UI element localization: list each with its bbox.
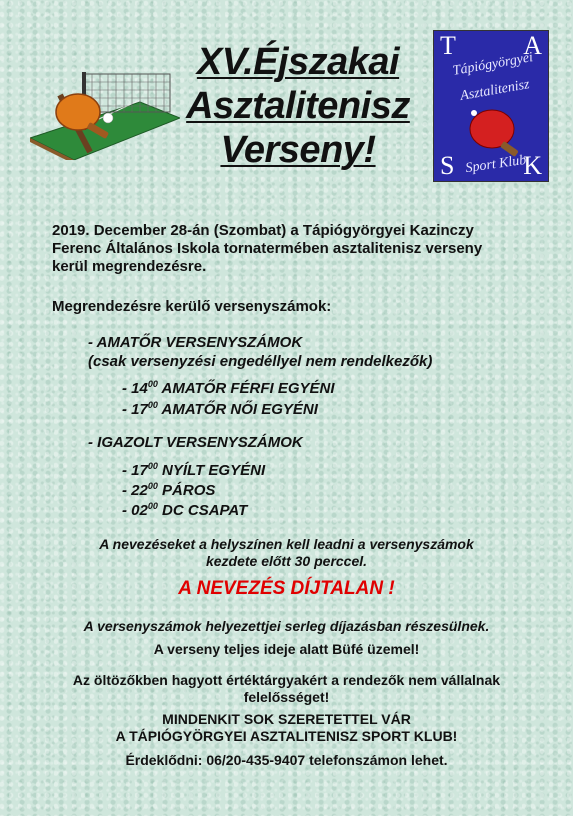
amateur-note: (csak versenyzési engedéllyel nem rendelkezők) [88,353,433,370]
paddle-icon [466,107,526,159]
logo-line-2: Asztalitenisz [459,77,531,104]
logo-letter-t: T [440,31,456,60]
event-item: - $14^{00}$ AMATŐR FÉRFI EGYÉNI [122,379,335,397]
liability-line-1: Az öltözőkben hagyott értéktárgyakért a rendezők nem vállalnak [72,672,501,688]
awards-note: A versenyszámok helyezettjei serleg díjazásban részesülnek. [83,618,490,634]
entry-note-line-1: A nevezéseket a helyszínen kell leadni a versenyszámok [99,536,474,552]
ping-pong-table-icon [30,60,180,160]
buffet-note: A verseny teljes ideje alatt Büfé üzemel! [153,641,420,657]
entry-note-line-2: kezdete előtt 30 perccel. [205,553,368,569]
club-logo [433,30,549,182]
event-item: - $17^{00}$ AMATŐR NŐI EGYÉNI [122,400,318,418]
events-heading: Megrendezésre kerülő versenyszámok: [52,298,332,315]
logo-letter-k: K [523,151,542,180]
free-entry-notice: A NEVEZÉS DÍJTALAN ! [178,578,395,599]
closing-message [40,711,533,745]
page-title [178,40,418,172]
logo-letter-a: A [523,31,542,60]
title-line-1: XV.Éjszakai [196,41,400,83]
liability-line-2: felelősséget! [243,689,330,705]
event-item: - $22^{00}$ PÁROS [122,481,216,499]
closing-line-2: A TÁPIÓGYÖRGYEI ASZTALITENISZ SPORT KLUB! [115,728,458,744]
intro-paragraph [52,222,522,276]
intro-line-1: 2019. December 28-án (Szombat) a Tápiógyörgyei Kazinczy [52,222,474,239]
title-line-3: Verseny! [220,129,376,171]
logo-line-1: Tápiógyörgyei [451,50,535,79]
closing-line-1: MINDENKIT SOK SZERETETTEL VÁR [162,711,411,727]
logo-line-3: Sport Klub [464,152,528,177]
logo-letter-s: S [440,151,455,180]
event-item: - $02^{00}$ DC CSAPAT [122,501,248,519]
event-item: - $17^{00}$ NYÍLT EGYÉNI [122,461,266,479]
licensed-heading: - IGAZOLT VERSENYSZÁMOK [88,434,303,451]
entry-note [40,536,533,570]
intro-line-2: Ferenc Általános Iskola tornatermében asztalitenisz verseny [52,240,483,257]
title-line-2: Asztalitenisz [186,85,410,127]
liability-note [40,672,533,706]
intro-line-3: kerül megrendezésre. [52,258,207,275]
amateur-heading: - AMATŐR VERSENYSZÁMOK [88,334,303,351]
contact-info: Érdeklődni: 06/20-435-9407 telefonszámon lehet. [125,752,448,768]
